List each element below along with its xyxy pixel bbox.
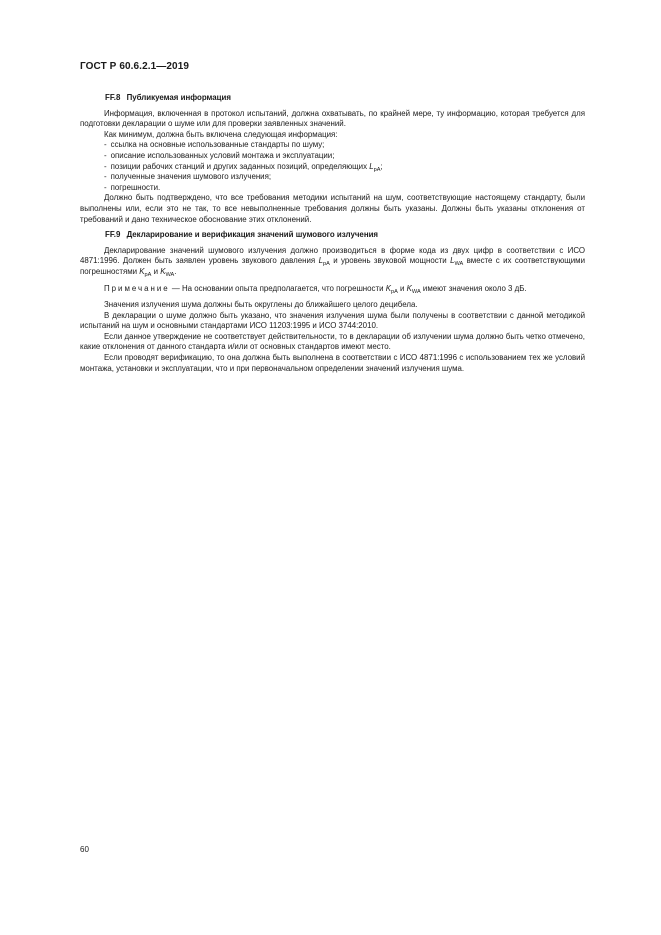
section-ff9-paragraph-1: Декларирование значений шумового излучения должно производиться в форме кода из двух цифр в соответствии с ИСО 4871:1996. Должен быть заявлен уровень звукового давления $L_{pA}$ и уровень звуковой мощности $L_{WA}$ вместе с их соответствующими погрешностями $K_{pA}$ и $K_{WA}$. xyxy=(80,245,586,278)
list-item: - ссылка на основные использованные стандарты по шуму; xyxy=(104,140,325,150)
symbol-lpa: $L_{pA}$ xyxy=(318,256,330,268)
symbol-kwa: $K_{WA}$ xyxy=(160,266,175,278)
section-ff9-paragraph-2: Значения излучения шума должны быть округлены до ближайшего целого децибела. xyxy=(104,300,418,310)
note-label: Примечание xyxy=(104,283,170,293)
note-paragraph: Примечание — На основании опыта предполагается, что погрешности $K_{pA}$ и $K_{WA}$ имеют значения около 3 дБ. xyxy=(104,283,527,295)
section-ff9-title: Декларирование и верификация значений шумового излучения xyxy=(126,230,379,240)
page-number: 60 xyxy=(80,845,89,854)
section-ff8-paragraph-3: Должно быть подтверждено, что все требования методики испытаний на шум, соответствующие настоящему стандарту, были выполнены или, если это не так, то все невыполненные требования должны быть указаны. Должны быть указаны отклонения от требований и дано техническое обоснование этих отклонений. xyxy=(80,193,585,224)
document-header: ГОСТ Р 60.6.2.1—2019 xyxy=(80,61,190,72)
symbol-kpa: $K_{pA}$ xyxy=(139,266,152,278)
symbol-lwa: $L_{WA}$ xyxy=(450,256,464,268)
section-ff8-paragraph-2: Как минимум, должна быть включена следующая информация: xyxy=(104,129,338,139)
document-body xyxy=(80,93,585,374)
section-ff9-number: FF.9 xyxy=(105,230,121,240)
symbol-lpa: $L_{pA}$ xyxy=(369,161,381,173)
list-item: - погрешности. xyxy=(104,182,161,192)
section-ff9-paragraph-5: Если проводят верификацию, то она должна быть выполнена в соответствии с ИСО 4871:1996 с использованием тех же условий монтажа, установки и эксплуатации, что и при первоначальном определении значений излучения шума. xyxy=(80,353,585,373)
published-info-list xyxy=(80,140,585,193)
list-item: - позиции рабочих станций и других заданных позиций, определяющих $L_{pA}$; xyxy=(104,161,383,173)
symbol-kpa: $K_{pA}$ xyxy=(385,283,398,295)
list-item: - описание использованных условий монтажа и эксплуатации; xyxy=(104,150,335,160)
section-ff8-heading xyxy=(80,93,585,104)
section-ff8-title: Публикуемая информация xyxy=(126,93,231,102)
list-item: - полученные значения шумового излучения; xyxy=(104,172,272,182)
section-ff8-number: FF.8 xyxy=(105,93,121,102)
symbol-kwa: $K_{WA}$ xyxy=(406,283,421,295)
section-ff9-heading xyxy=(80,230,585,241)
section-ff9-paragraph-4: Если данное утверждение не соответствует действительности, то в декларации об излучении шума должно быть четко отмечено, какие отклонения от данного стандарта и/или от основных стандартов имеют место. xyxy=(80,331,585,352)
section-ff9-paragraph-3: В декларации о шуме должно быть указано, что значения излучения шума были получены в соответствии с данной методикой испытаний на шум и основными стандартами ИСО 11203:1995 и ИСО 3744:2010. xyxy=(80,310,585,331)
section-ff8-paragraph-1: Информация, включенная в протокол испытаний, должна охватывать, по крайней мере, ту информацию, которая требуется для подготовки декларации о шуме или для проверки заявленных значений. xyxy=(80,108,585,129)
